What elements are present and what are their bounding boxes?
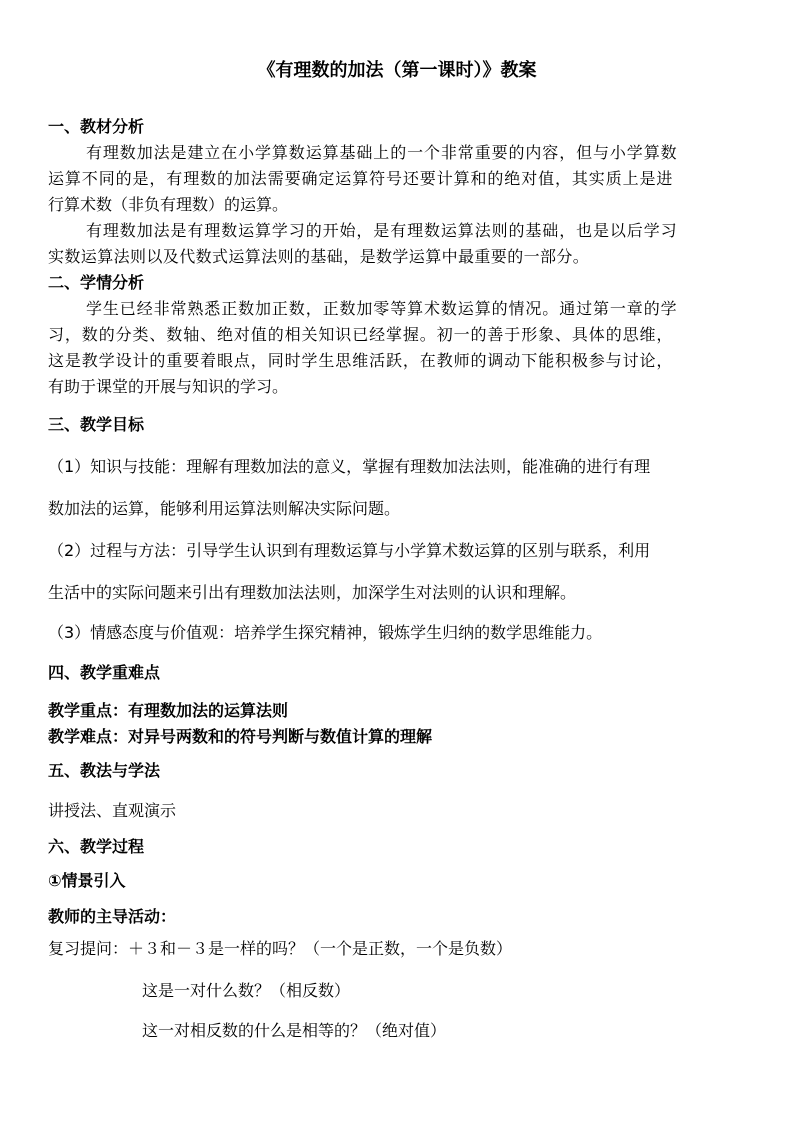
objective-line: 生活中的实际问题来引出有理数加法法则，加深学生对法则的认识和理解。 — [48, 583, 577, 602]
difficult-point: 教学难点：对异号两数和的符号判断与数值计算的理解 — [48, 727, 433, 746]
paragraph-line: 这是教学设计的重要着眼点，同时学生思维活跃，在教师的调动下能积极参与讨论， — [48, 351, 674, 370]
section-heading-textbook-analysis: 一、教材分析 — [48, 117, 145, 136]
section-heading-key-difficult-points: 四、教学重难点 — [48, 663, 161, 682]
section-heading-teaching-process: 六、教学过程 — [48, 837, 145, 856]
paragraph-line: 实数运算法则以及代数式运算法则的基础，是数学运算中最重要的一部分。 — [48, 247, 590, 266]
paragraph-line: 运算不同的是，有理数的加法需要确定运算符号还要计算和的绝对值，其实质上是进 — [48, 169, 674, 188]
review-question-line: 复习提问：＋３和－３是一样的吗？（一个是正数，一个是负数） — [48, 939, 513, 958]
teaching-methods-text: 讲授法、直观演示 — [48, 801, 177, 820]
paragraph-line: 有理数加法是建立在小学算数运算基础上的一个非常重要的内容，但与小学算数 — [86, 143, 678, 162]
objective-line: 数加法的运算，能够利用运算法则解决实际问题。 — [48, 499, 401, 518]
paragraph-line: 有理数加法是有理数运算学习的开始，是有理数运算法则的基础，也是以后学习 — [86, 221, 678, 240]
step-scene-introduction: ①情景引入 — [48, 871, 126, 890]
paragraph-line: 学生已经非常熟悉正数加正数，正数加零等算术数运算的情况。通过第一章的学 — [86, 299, 678, 318]
review-question-line: 这一对相反数的什么是相等的？（绝对值） — [142, 1021, 447, 1040]
paragraph-line: 有助于课堂的开展与知识的学习。 — [48, 377, 289, 396]
review-question-line: 这是一对什么数？（相反数） — [142, 981, 351, 1000]
section-heading-student-analysis: 二、学情分析 — [48, 273, 145, 292]
document-title: 《有理数的加法（第一课时）》教案 — [257, 60, 537, 81]
section-heading-teaching-objectives: 三、教学目标 — [48, 415, 145, 434]
paragraph-line: 行算术数（非负有理数）的运算。 — [48, 195, 289, 214]
teacher-activity-label: 教师的主导活动： — [48, 907, 177, 926]
objective-line: （1）知识与技能：理解有理数加法的意义，掌握有理数加法法则，能准确的进行有理 — [48, 457, 651, 476]
objective-line: （3）情感态度与价值观：培养学生探究精神，锻炼学生归纳的数学思维能力。 — [48, 623, 603, 642]
paragraph-line: 习，数的分类、数轴、绝对值的相关知识已经掌握。初一的善于形象、具体的思维， — [48, 325, 674, 344]
section-heading-teaching-methods: 五、教法与学法 — [48, 761, 161, 780]
key-point: 教学重点：有理数加法的运算法则 — [48, 701, 289, 720]
objective-line: （2）过程与方法：引导学生认识到有理数运算与小学算术数运算的区别与联系，利用 — [48, 541, 651, 560]
